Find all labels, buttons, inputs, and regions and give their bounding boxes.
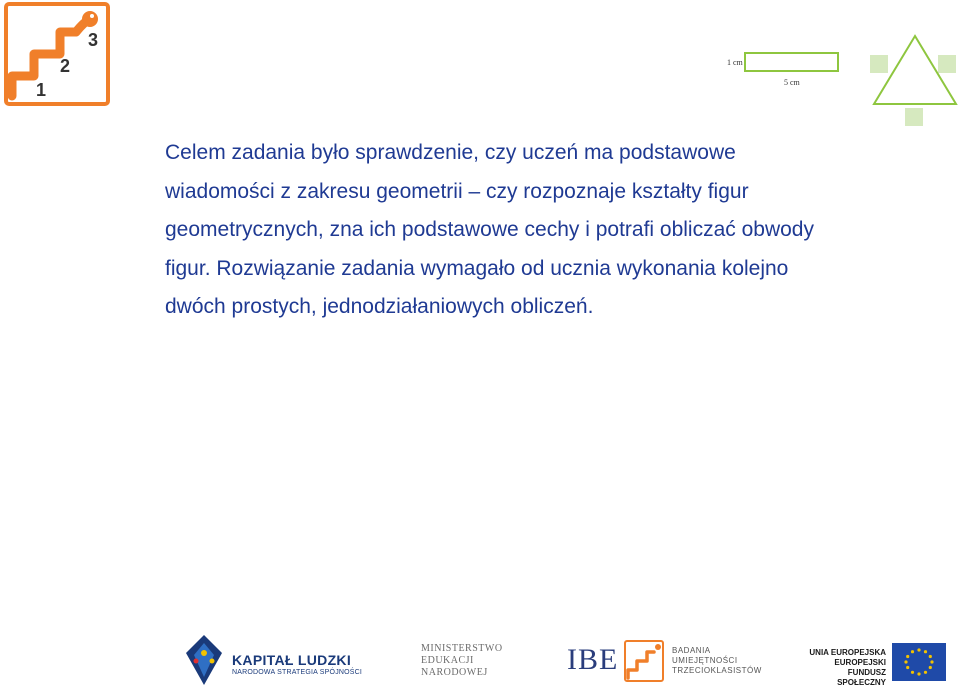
paragraph-line: wiadomości z zakresu geometrii – czy rozpoznaje kształty figur bbox=[165, 179, 749, 203]
ibe-wordmark: IBE bbox=[567, 643, 619, 676]
badania-line: BADANIA bbox=[672, 646, 711, 655]
step-3: 3 bbox=[88, 30, 99, 50]
green-rectangle bbox=[744, 52, 839, 72]
eu-line: FUNDUSZ SPOŁECZNY bbox=[837, 668, 886, 687]
men-line: MINISTERSTWO bbox=[421, 643, 503, 654]
kapital-ludzki-title: KAPITAŁ LUDZKI bbox=[232, 652, 352, 668]
badania-text bbox=[672, 646, 762, 676]
kapital-ludzki-star-icon bbox=[184, 633, 224, 687]
men-line: EDUKACJI bbox=[421, 655, 474, 666]
rectangle-length-label: 5 cm bbox=[784, 78, 800, 87]
step-2: 2 bbox=[60, 56, 71, 76]
kapital-ludzki-subtitle: NARODOWA STRATEGIA SPÓJNOŚCI bbox=[232, 669, 363, 676]
ministerstwo-logo bbox=[421, 643, 503, 679]
eu-text bbox=[808, 648, 886, 688]
eu-line: EUROPEJSKI bbox=[834, 658, 886, 667]
paragraph-line: Celem zadania było sprawdzenie, czy uczeń ma podstawowe bbox=[165, 141, 736, 164]
task-description-paragraph bbox=[165, 134, 935, 327]
step-1: 1 bbox=[36, 80, 47, 100]
badania-line: UMIEJĘTNOŚCI bbox=[672, 656, 738, 665]
men-line: NARODOWEJ bbox=[421, 667, 488, 678]
eu-line: UNIA EUROPEJSKA bbox=[809, 648, 886, 657]
paragraph-line: geometrycznych, zna ich podstawowe cechy i potrafi obliczać obwody bbox=[165, 218, 814, 241]
badania-line: TRZECIOKLASISTÓW bbox=[672, 666, 762, 675]
ibe-logo-stairs bbox=[4, 2, 110, 106]
light-green-square bbox=[905, 108, 923, 126]
rectangle-width-label: 1 cm bbox=[727, 58, 743, 67]
green-triangle bbox=[872, 34, 958, 106]
paragraph-line: figur. Rozwiązanie zadania wymagało od ucznia wykonania kolejno bbox=[165, 256, 789, 280]
paragraph-line: dwóch prostych, jednodziałaniowych obliczeń. bbox=[165, 295, 594, 318]
eu-flag-icon bbox=[892, 643, 946, 681]
ibe-stairs-icon bbox=[624, 640, 664, 682]
